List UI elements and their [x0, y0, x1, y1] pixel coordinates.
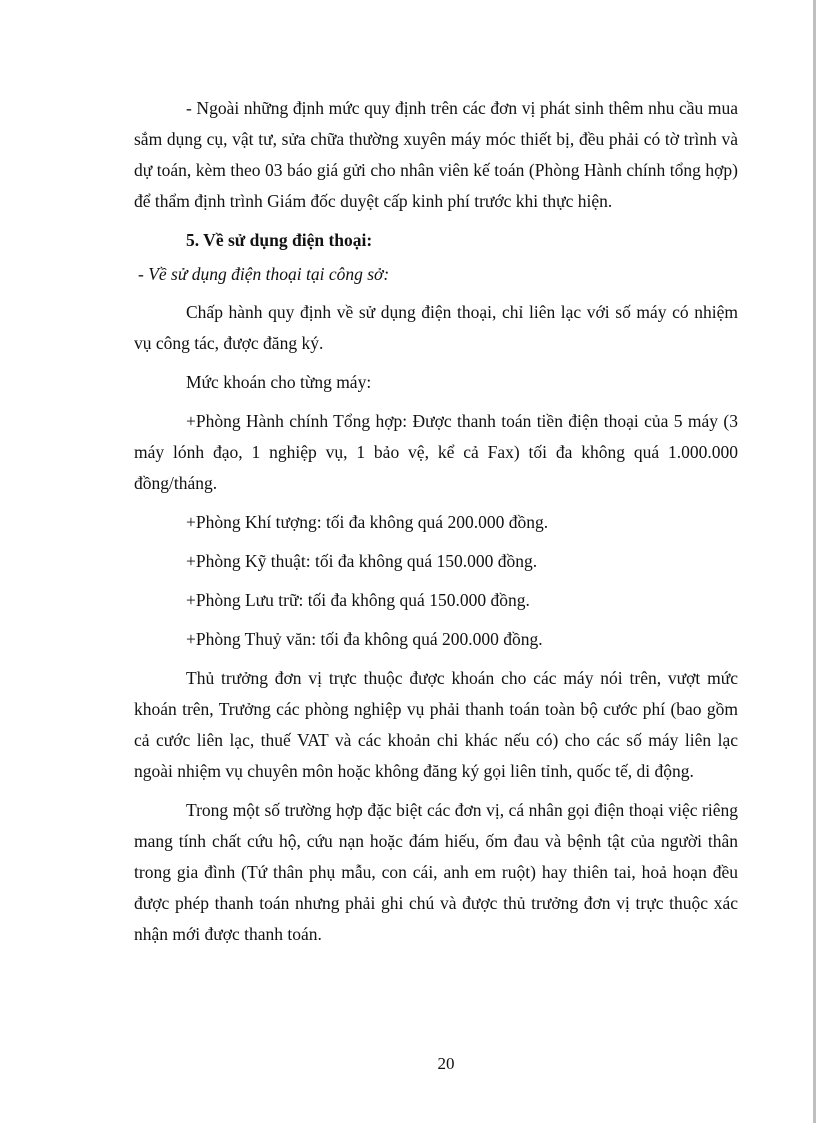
- paragraph-quota-meteorology: +Phòng Khí tượng: tối đa không quá 200.000 đồng.: [186, 512, 549, 532]
- section-heading: 5. Về sử dụng điện thoại:: [186, 230, 373, 250]
- paragraph-quota-intro: Mức khoán cho từng máy:: [186, 372, 372, 392]
- paragraph-quota-archive: +Phòng Lưu trữ: tối đa không quá 150.000 đồng.: [186, 590, 530, 610]
- paragraph-procurement-rules: - Ngoài những định mức quy định trên các đơn vị phát sinh thêm nhu cầu mua sắm dụng cụ, vật tư, sửa chữa thường xuyên máy móc thiết bị, đều phải có tờ trình và dự toán, kèm theo 03 báo giá gửi cho nhân viên kế toán (Phòng Hành chính tổng hợp) để thẩm định trình Giám đốc duyệt cấp kinh phí trước khi thực hiện.: [134, 98, 738, 211]
- paragraph-special-cases: Trong một số trường hợp đặc biệt các đơn vị, cá nhân gọi điện thoại việc riêng mang tính chất cứu hộ, cứu nạn hoặc đám hiếu, ốm đau và bệnh tật của người thân trong gia đình (Tứ thân phụ mẫu, con cái, anh em ruột) hay thiên tai, hoả hoạn đều được phép thanh toán nhưng phải ghi chú và được thủ trưởng đơn vị trực thuộc xác nhận mới được thanh toán.: [134, 800, 738, 944]
- subsection-heading: - Về sử dụng điện thoại tại công sở:: [138, 264, 390, 284]
- paragraph-quota-hydrology: +Phòng Thuỷ văn: tối đa không quá 200.000 đồng.: [186, 629, 543, 649]
- paragraph-overage-rules: Thủ trưởng đơn vị trực thuộc được khoán cho các máy nói trên, vượt mức khoán trên, Trưởng các phòng nghiệp vụ phải thanh toán toàn bộ cước phí (bao gồm cả cước liên lạc, thuế VAT và các khoản chi khác nếu có) cho các số máy liên lạc ngoài nhiệm vụ chuyên môn hoặc không đăng ký gọi liên tỉnh, quốc tế, di động.: [134, 668, 738, 781]
- paragraph-quota-technical: +Phòng Kỹ thuật: tối đa không quá 150.000 đồng.: [186, 551, 538, 571]
- paragraph-phone-compliance: Chấp hành quy định về sử dụng điện thoại, chỉ liên lạc với số máy có nhiệm vụ công tác, được đăng ký.: [134, 302, 738, 353]
- page-number: 20: [437, 1054, 455, 1073]
- paragraph-quota-admin: +Phòng Hành chính Tổng hợp: Được thanh toán tiền điện thoại của 5 máy (3 máy lónh đạo, 1 nghiệp vụ, 1 bảo vệ, kể cả Fax) tối đa không quá 1.000.000 đồng/tháng.: [134, 411, 738, 493]
- document-body: [134, 93, 738, 950]
